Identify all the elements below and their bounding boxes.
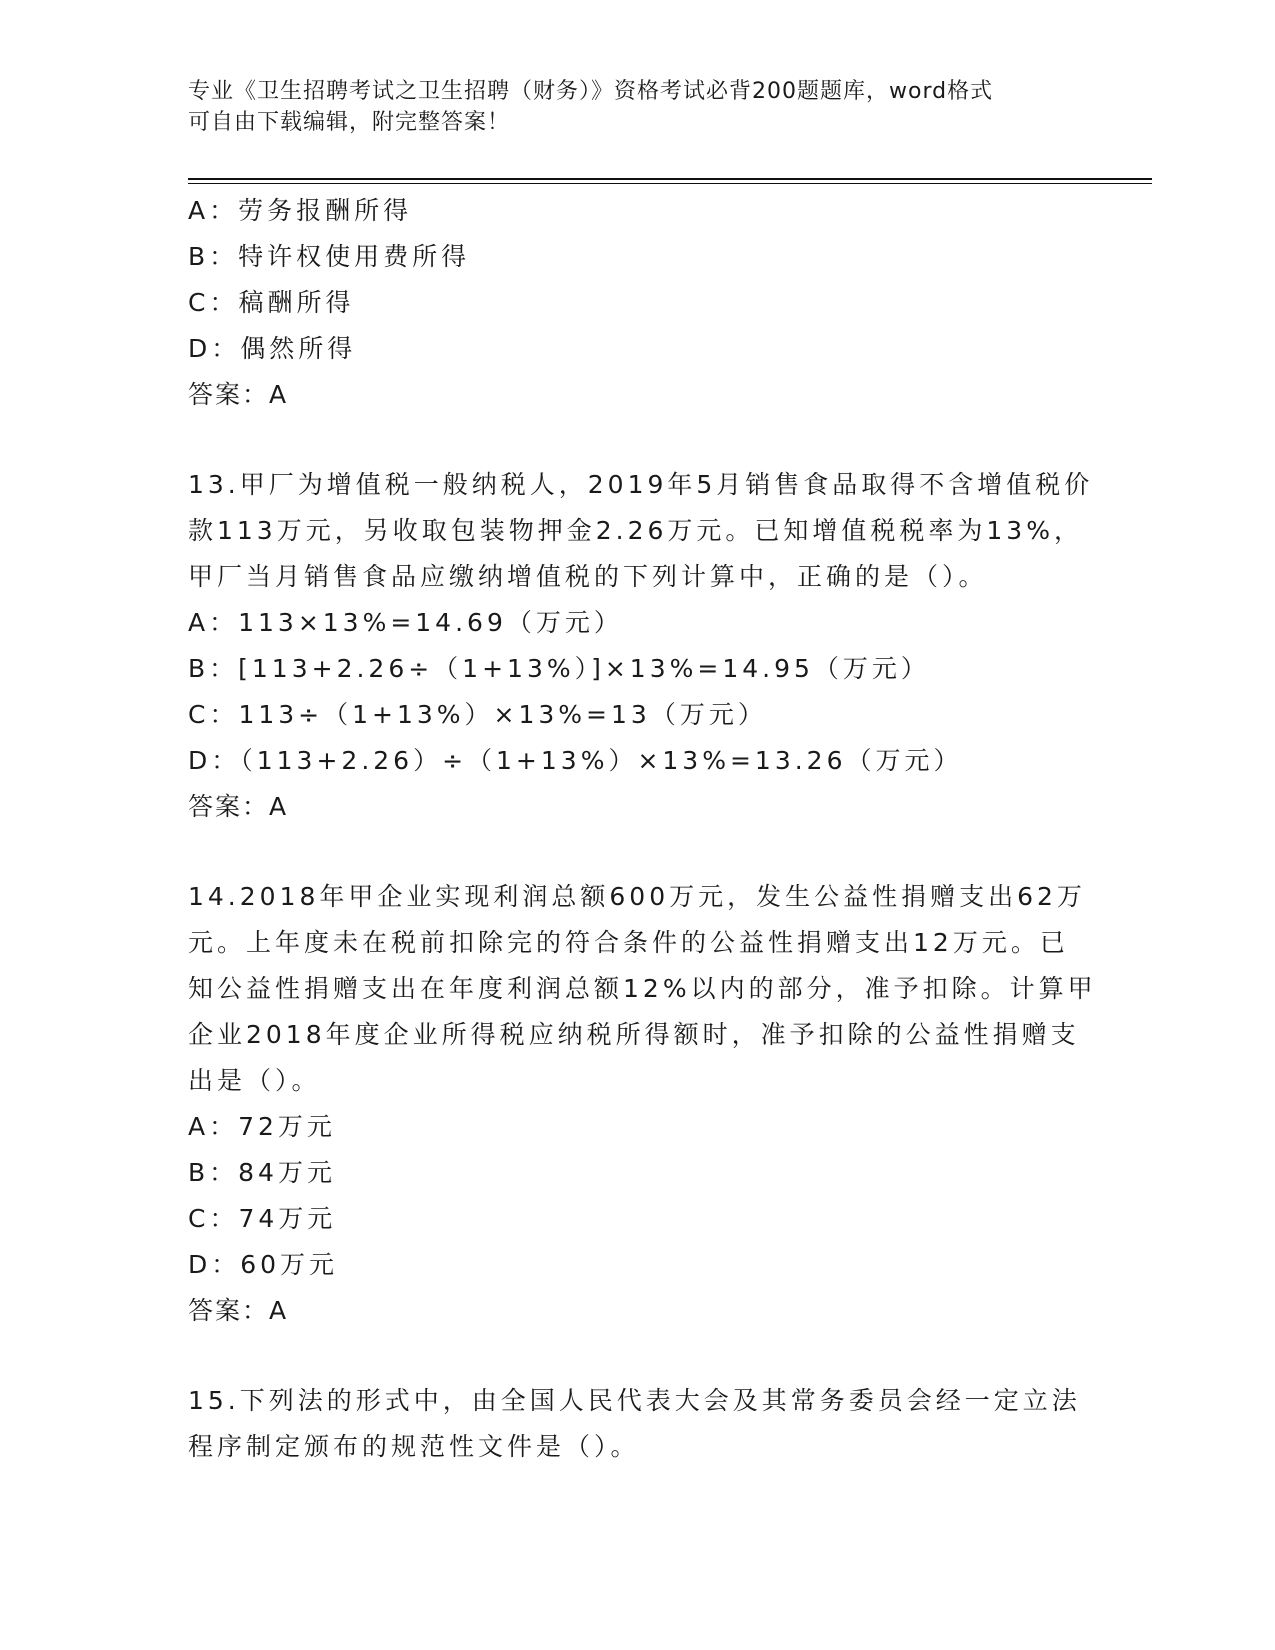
answer-line: 答案：A bbox=[188, 1296, 289, 1325]
question-12 bbox=[188, 188, 1088, 418]
question-stem-line: 15.下列法的形式中，由全国人民代表大会及其常务委员会经一定立法 bbox=[188, 1386, 1081, 1415]
answer-line: 答案：A bbox=[188, 792, 289, 821]
spacer bbox=[188, 1334, 1088, 1378]
question-stem-line: 元。上年度未在税前扣除完的符合条件的公益性捐赠支出12万元。已 bbox=[188, 928, 1069, 957]
question-stem-line: 13.甲厂为增值税一般纳税人，2019年5月销售食品取得不含增值税价 bbox=[188, 470, 1094, 499]
option-a: A：劳务报酬所得 bbox=[188, 196, 413, 225]
option-b: B：84万元 bbox=[188, 1158, 336, 1187]
option-b: B：特许权使用费所得 bbox=[188, 242, 471, 271]
question-stem-line: 程序制定颁布的规范性文件是（）。 bbox=[188, 1432, 640, 1461]
header-line-2: 可自由下载编辑，附完整答案！ bbox=[188, 110, 511, 135]
document-body bbox=[188, 188, 1097, 1470]
question-stem-line: 甲厂当月销售食品应缴纳增值税的下列计算中，正确的是（）。 bbox=[188, 562, 988, 591]
question-stem-line: 知公益性捐赠支出在年度利润总额12%以内的部分，准予扣除。计算甲 bbox=[188, 974, 1097, 1003]
header-divider-thick bbox=[188, 178, 1152, 180]
option-d: D：60万元 bbox=[188, 1250, 339, 1279]
option-b: B：[113+2.26÷（1+13%）]×13%=14.95（万元） bbox=[188, 654, 930, 683]
document-header bbox=[188, 76, 1088, 138]
question-stem-line: 企业2018年度企业所得税应纳税所得额时，准予扣除的公益性捐赠支 bbox=[188, 1020, 1080, 1049]
header-line-1: 专业《卫生招聘考试之卫生招聘（财务）》资格考试必背200题题库，word格式 bbox=[188, 79, 994, 104]
option-c: C：74万元 bbox=[188, 1204, 337, 1233]
option-d: D：（113+2.26）÷（1+13%）×13%=13.26（万元） bbox=[188, 746, 963, 775]
option-a: A：113×13%=14.69（万元） bbox=[188, 608, 623, 637]
answer-line: 答案：A bbox=[188, 380, 289, 409]
question-stem-line: 出是（）。 bbox=[188, 1066, 321, 1095]
spacer bbox=[188, 418, 1088, 462]
header-divider-thin bbox=[188, 183, 1152, 184]
question-stem-line: 14.2018年甲企业实现利润总额600万元，发生公益性捐赠支出62万 bbox=[188, 882, 1086, 911]
option-c: C：113÷（1+13%）×13%=13（万元） bbox=[188, 700, 767, 729]
question-13 bbox=[188, 462, 1094, 830]
option-c: C：稿酬所得 bbox=[188, 288, 355, 317]
spacer bbox=[188, 830, 1088, 874]
question-15 bbox=[188, 1378, 1088, 1470]
option-d: D：偶然所得 bbox=[188, 334, 357, 363]
question-14 bbox=[188, 874, 1097, 1334]
question-stem-line: 款113万元，另收取包装物押金2.26万元。已知增值税税率为13%， bbox=[188, 516, 1083, 545]
option-a: A：72万元 bbox=[188, 1112, 336, 1141]
